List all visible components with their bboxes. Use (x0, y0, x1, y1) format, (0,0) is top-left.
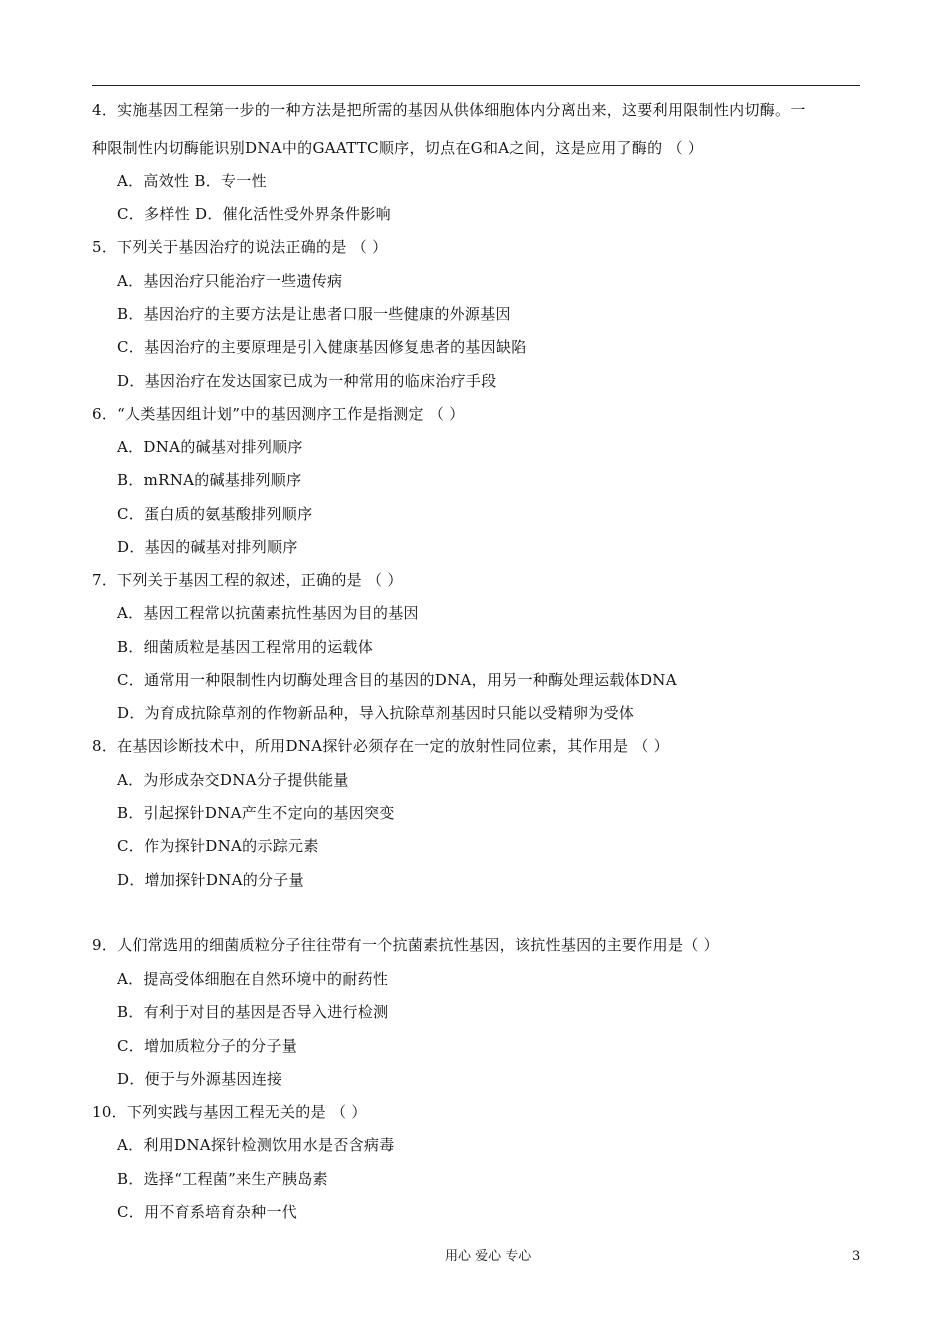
question-5-option-b: B．基因治疗的主要方法是让患者口服一些健康的外源基因 (117, 305, 511, 323)
question-9-option-a: A．提高受体细胞在自然环境中的耐药性 (117, 970, 389, 988)
question-4-options-cd: C．多样性 D．催化活性受外界条件影响 (117, 205, 391, 223)
question-6-option-c: C．蛋白质的氨基酸排列顺序 (117, 505, 313, 523)
question-8-option-a: A．为形成杂交DNA分子提供能量 (117, 771, 349, 789)
question-10-option-b: B．选择“工程菌”来生产胰岛素 (117, 1170, 328, 1188)
question-7-stem: 7．下列关于基因工程的叙述，正确的是 （ ） (92, 571, 403, 589)
question-8-option-b: B．引起探针DNA产生不定向的基因突变 (117, 804, 395, 822)
page-number: 3 (852, 1249, 861, 1264)
question-5-option-a: A．基因治疗只能治疗一些遗传病 (117, 272, 343, 290)
question-10-option-a: A．利用DNA探针检测饮用水是否含病毒 (117, 1136, 395, 1154)
question-7-option-d: D．为育成抗除草剂的作物新品种，导入抗除草剂基因时只能以受精卵为受体 (117, 704, 635, 722)
question-8-option-c: C．作为探针DNA的示踪元素 (117, 837, 319, 855)
question-5-option-c: C．基因治疗的主要原理是引入健康基因修复患者的基因缺陷 (117, 338, 527, 356)
question-6-option-b: B．mRNA的碱基排列顺序 (117, 471, 302, 489)
question-8-option-d: D．增加探针DNA的分子量 (117, 871, 304, 889)
question-4-line-2: 种限制性内切酶能识别DNA中的GAATTC顺序，切点在G和A之间，这是应用了酶的 （ ） (92, 139, 704, 157)
footer-motto: 用心 爱心 专心 (445, 1249, 532, 1264)
question-10-stem: 10．下列实践与基因工程无关的是 （ ） (92, 1103, 367, 1121)
question-10-option-c: C．用不育系培育杂种一代 (117, 1203, 298, 1221)
question-7-option-b: B．细菌质粒是基因工程常用的运载体 (117, 638, 374, 656)
question-4-line-1: 4．实施基因工程第一步的一种方法是把所需的基因从供体细胞体内分离出来，这要利用限制性内切酶。一 (92, 101, 806, 119)
question-9-option-b: B．有利于对目的基因是否导入进行检测 (117, 1003, 389, 1021)
question-7-option-a: A．基因工程常以抗菌素抗性基因为目的基因 (117, 604, 419, 622)
question-8-stem: 8．在基因诊断技术中，所用DNA探针必须存在一定的放射性同位素，其作用是 （ ） (92, 737, 670, 755)
question-5-stem: 5．下列关于基因治疗的说法正确的是 （ ） (92, 238, 388, 256)
question-9-option-c: C．增加质粒分子的分子量 (117, 1037, 298, 1055)
question-7-option-c: C．通常用一种限制性内切酶处理含目的基因的DNA，用另一种酶处理运载体DNA (117, 671, 677, 689)
question-4-options-ab: A．高效性 B．专一性 (117, 172, 267, 190)
question-9-option-d: D．便于与外源基因连接 (117, 1070, 283, 1088)
header-rule (92, 85, 860, 86)
question-6-option-d: D．基因的碱基对排列顺序 (117, 538, 298, 556)
question-6-option-a: A．DNA的碱基对排列顺序 (117, 438, 303, 456)
question-5-option-d: D．基因治疗在发达国家已成为一种常用的临床治疗手段 (117, 372, 497, 390)
question-6-stem: 6．“人类基因组计划”中的基因测序工作是指测定 （ ） (92, 405, 465, 423)
question-9-stem: 9．人们常选用的细菌质粒分子往往带有一个抗菌素抗性基因，该抗性基因的主要作用是（ ） (92, 936, 719, 954)
